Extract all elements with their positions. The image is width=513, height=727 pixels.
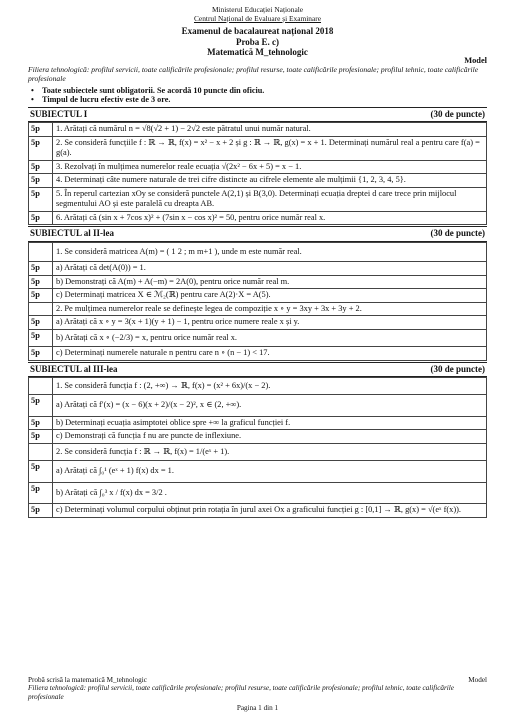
- exercise-text: 3. Rezolvați în mulțimea numerelor reale ecuația √(2x² − 6x + 5) = x − 1.: [53, 160, 487, 174]
- exercise-text: 2. Se consideră funcțiile f : ℝ → ℝ, f(x) = x² − x + 2 și g : ℝ → ℝ, g(x) = x + 1. Determinați numărul real a pentru care f(a) = g(a).: [53, 136, 487, 160]
- page-number: Pagina 1 din 1: [236, 703, 279, 712]
- exercise-row: [29, 395, 487, 417]
- points-cell: 5p: [29, 136, 53, 160]
- points-cell: 5p: [29, 395, 53, 417]
- page-footer: [28, 676, 487, 712]
- exercise-text: 2. Se consideră funcția f : ℝ → ℝ, f(x) = 1/(eˣ + 1).: [53, 443, 487, 461]
- exercise-row: [29, 275, 487, 289]
- exercise-text: 1. Se consideră matricea A(m) = ( 1 2 ; m m+1 ), unde m este număr real.: [53, 242, 487, 262]
- exercise-text: a) Arătați că ∫₀¹ (eˣ + 1) f(x) dx = 1.: [53, 461, 487, 483]
- exercise-row: [29, 316, 487, 330]
- points-cell: 5p: [29, 275, 53, 289]
- points-cell: 5p: [29, 211, 53, 225]
- exercise-text: a) Arătați că f′(x) = (x − 6)(x + 2)/(x − 2)², x ∈ (2, +∞).: [53, 395, 487, 417]
- section-2-items: [28, 242, 487, 361]
- section-header-2: [28, 226, 487, 241]
- points-cell: 5p: [29, 262, 53, 276]
- section-1-items: [28, 122, 487, 225]
- exercise-row: [29, 482, 487, 504]
- exercise-row: [29, 289, 487, 303]
- exercise-row: [29, 174, 487, 188]
- section-title: SUBIECTUL al III-lea: [30, 363, 118, 374]
- model-label: Model: [464, 55, 487, 65]
- points-cell: 5p: [29, 187, 53, 211]
- exam-title-block: [28, 26, 487, 58]
- points-cell: [29, 302, 53, 316]
- footer-filiera: Filiera tehnologică: profilul servicii, toate calificările profesionale; profilul resurse, toate calificările profesionale; profilul tehnic, toate calificările profesionale: [28, 684, 454, 701]
- exam-title: Examenul de bacalaureat național 2018: [181, 26, 334, 37]
- exercise-text: c) Determinați numerele naturale n pentru care n ∘ (n − 1) < 17.: [53, 347, 487, 361]
- exercise-row: [29, 302, 487, 316]
- exercise-row: [29, 443, 487, 461]
- exercise-row: [29, 187, 487, 211]
- instructions-list: [28, 86, 487, 105]
- exercise-text: b) Demonstrați că A(m) + A(−m) = 2A(0), pentru orice număr real m.: [53, 275, 487, 289]
- points-cell: 5p: [29, 289, 53, 303]
- points-cell: 5p: [29, 160, 53, 174]
- points-cell: 5p: [29, 461, 53, 483]
- points-cell: [29, 242, 53, 262]
- points-cell: 5p: [29, 123, 53, 137]
- points-cell: 5p: [29, 416, 53, 430]
- ministry-name: Ministerul Educației Naționale: [211, 5, 304, 14]
- points-cell: [29, 377, 53, 395]
- exercise-row: [29, 329, 487, 347]
- exercise-row: [29, 347, 487, 361]
- exercise-text: b) Arătați că x ∘ (−2/3) = x, pentru orice număr real x.: [53, 329, 487, 347]
- exercise-row: [29, 123, 487, 137]
- exercise-text: b) Arătați că ∫₀³ x / f(x) dx = 3/2 .: [53, 482, 487, 504]
- section-points: (30 de puncte): [430, 363, 485, 374]
- exercise-row: [29, 160, 487, 174]
- section-title: SUBIECTUL I: [30, 109, 88, 120]
- exercise-row: [29, 211, 487, 225]
- exercise-row: [29, 377, 487, 395]
- exercise-row: [29, 262, 487, 276]
- proba-label: Proba E. c): [235, 36, 280, 47]
- section-points: (30 de puncte): [430, 228, 485, 239]
- points-cell: 5p: [29, 504, 53, 518]
- footer-right: Model: [468, 676, 487, 684]
- exercise-text: 1. Se consideră funcția f : (2, +∞) → ℝ, f(x) = (x² + 6x)/(x − 2).: [53, 377, 487, 395]
- exercise-row: [29, 136, 487, 160]
- center-name: Centrul Național de Evaluare și Examinare: [193, 13, 322, 23]
- filiera-text: Filiera tehnologică: profilul servicii, toate calificările profesionale; profilul resurse, toate calificările profesionale; profilul tehnic, toate calificările profesionale: [28, 65, 479, 84]
- points-cell: 5p: [29, 174, 53, 188]
- exercise-text: 5. În reperul cartezian xOy se consideră punctele A(2,1) și B(3,0). Determinați ecuația dreptei d care trece prin mijlocul segmentului AO și este paralelă cu dreapta AB.: [53, 187, 487, 211]
- exercise-text: 4. Determinați câte numere naturale de trei cifre distincte au cifrele elemente ale mulțimii {1, 2, 3, 4, 5}.: [53, 174, 487, 188]
- exercise-row: [29, 430, 487, 444]
- exercise-row: [29, 504, 487, 518]
- exercise-row: [29, 461, 487, 483]
- exercise-text: b) Determinați ecuația asimptotei oblice spre +∞ la graficul funcției f.: [53, 416, 487, 430]
- subject-label: Matematică M_tehnologic: [207, 47, 308, 58]
- points-cell: 5p: [29, 347, 53, 361]
- instruction-item: • Timpul de lucru efectiv este de 3 ore.: [28, 95, 487, 105]
- institution-header: [28, 6, 487, 23]
- points-cell: 5p: [29, 329, 53, 347]
- points-cell: [29, 443, 53, 461]
- section-3-items: [28, 377, 487, 518]
- section-header-1: [28, 107, 487, 122]
- exercise-text: c) Determinați matricea X ∈ ℳ₂(ℝ) pentru care A(2)·X = A(5).: [53, 289, 487, 303]
- exercise-text: 1. Arătați că numărul n = √8(√2 + 1) − 2√2 este pătratul unui număr natural.: [53, 123, 487, 137]
- exercise-text: c) Determinați volumul corpului obținut prin rotația în jurul axei Ox a graficului funcției g : [0,1] → ℝ, g(x) = √(eˣ f(x)).: [53, 504, 487, 518]
- section-points: (30 de puncte): [430, 109, 485, 120]
- points-cell: 5p: [29, 430, 53, 444]
- exercise-text: 2. Pe mulțimea numerelor reale se definește legea de compoziție x ∘ y = 3xy + 3x + 3y + 2.: [53, 302, 487, 316]
- exercise-row: [29, 416, 487, 430]
- section-title: SUBIECTUL al II-lea: [30, 228, 115, 239]
- points-cell: 5p: [29, 482, 53, 504]
- exercise-text: a) Arătați că det(A(0)) = 1.: [53, 262, 487, 276]
- exercise-row: [29, 242, 487, 262]
- footer-left: Probă scrisă la matematică M_tehnologic: [28, 676, 147, 684]
- exercise-text: a) Arătați că x ∘ y = 3(x + 1)(y + 1) − 1, pentru orice numere reale x și y.: [53, 316, 487, 330]
- exercise-text: c) Demonstrați că funcția f nu are puncte de inflexiune.: [53, 430, 487, 444]
- exercise-text: 6. Arătați că (sin x + 7cos x)² + (7sin x − cos x)² = 50, pentru orice număr real x.: [53, 211, 487, 225]
- points-cell: 5p: [29, 316, 53, 330]
- section-header-3: [28, 362, 487, 377]
- instruction-item: • Toate subiectele sunt obligatorii. Se acordă 10 puncte din oficiu.: [28, 86, 487, 96]
